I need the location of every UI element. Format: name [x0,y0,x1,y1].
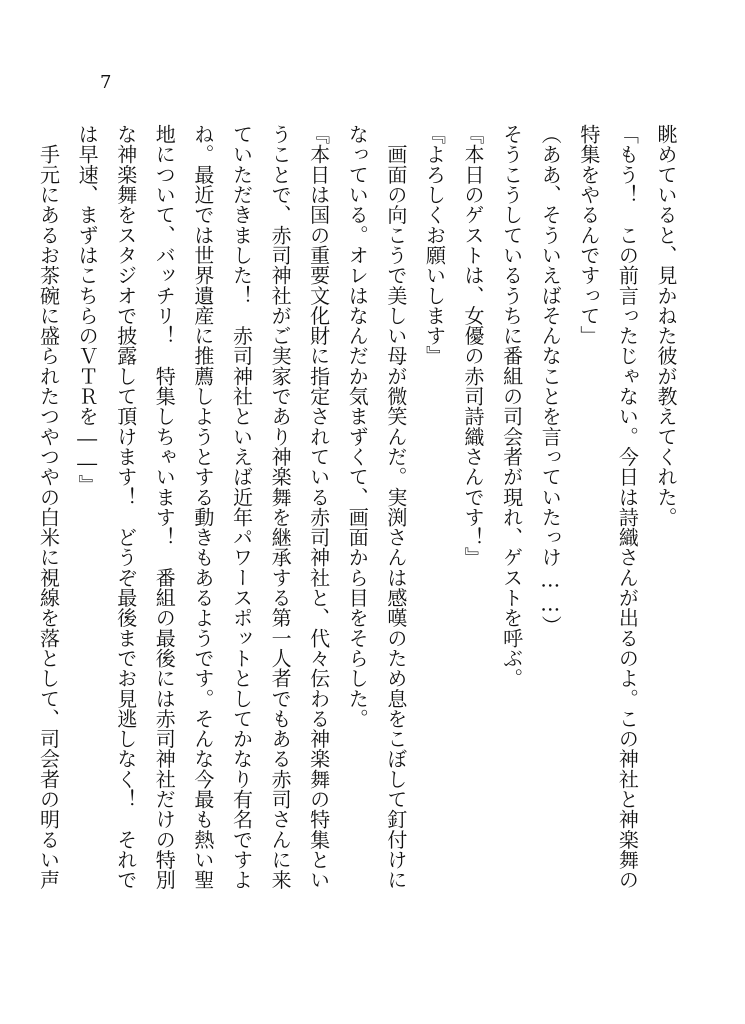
text-line: 「もう！ この前言ったじゃない。今日は詩織さんが出るのよ。この神社と神楽舞の [615,124,640,890]
text-line: 『よろしくお願いします』 [422,124,447,366]
text-line: 画面の向こうで美しい母が微笑んだ。実渕さんは感嘆のため息をこぼして釘付けに [383,124,408,890]
body-text [29,124,685,944]
text-line: 手元にあるお茶碗に盛られたつやつやの白米に視線を落として、司会者の明るい声 [36,124,61,890]
text-line: なっている。オレはなんだか気まずくて、画面から目をそらした。 [345,124,370,729]
text-line: 地について、バッチリ！ 特集しちゃいます！ 番組の最後には赤司神社だけの特別 [152,124,177,890]
text-line: （ああ、そういえばそんなことを言っていたっけ……） [538,124,563,636]
text-line: そうこうしているうちに番組の司会者が現れ、ゲストを呼ぶ。 [499,124,524,689]
page-number: 7 [100,72,112,93]
text-line: 『本日のゲストは、女優の赤司詩織さんです！』 [461,124,486,568]
text-line: な神楽舞をスタジオで披露して頂けます！ どうぞ最後までお見逃しなく！ それで [113,124,138,890]
text-line: は早速、まずはこちらのＶＴＲを――』 [75,124,100,495]
text-line: 『本日は国の重要文化財に指定されている赤司神社と、代々伝わる神楽舞の特集とい [306,124,331,890]
text-line: ていただきました！ 赤司神社といえば近年パワースポットとしてかなり有名ですよ [229,124,254,890]
text-line: うことで、赤司神社がご実家であり神楽舞を継承する第一人者でもある赤司さんに来 [268,124,293,890]
text-line: 眺めていると、見かねた彼が教えてくれた。 [654,124,678,527]
text-line: ね。最近では世界遺産に推薦しようとする動きもあるようです。そんな今最も熱い聖 [190,124,215,890]
text-line: 特集をやるんですって」 [576,124,601,346]
